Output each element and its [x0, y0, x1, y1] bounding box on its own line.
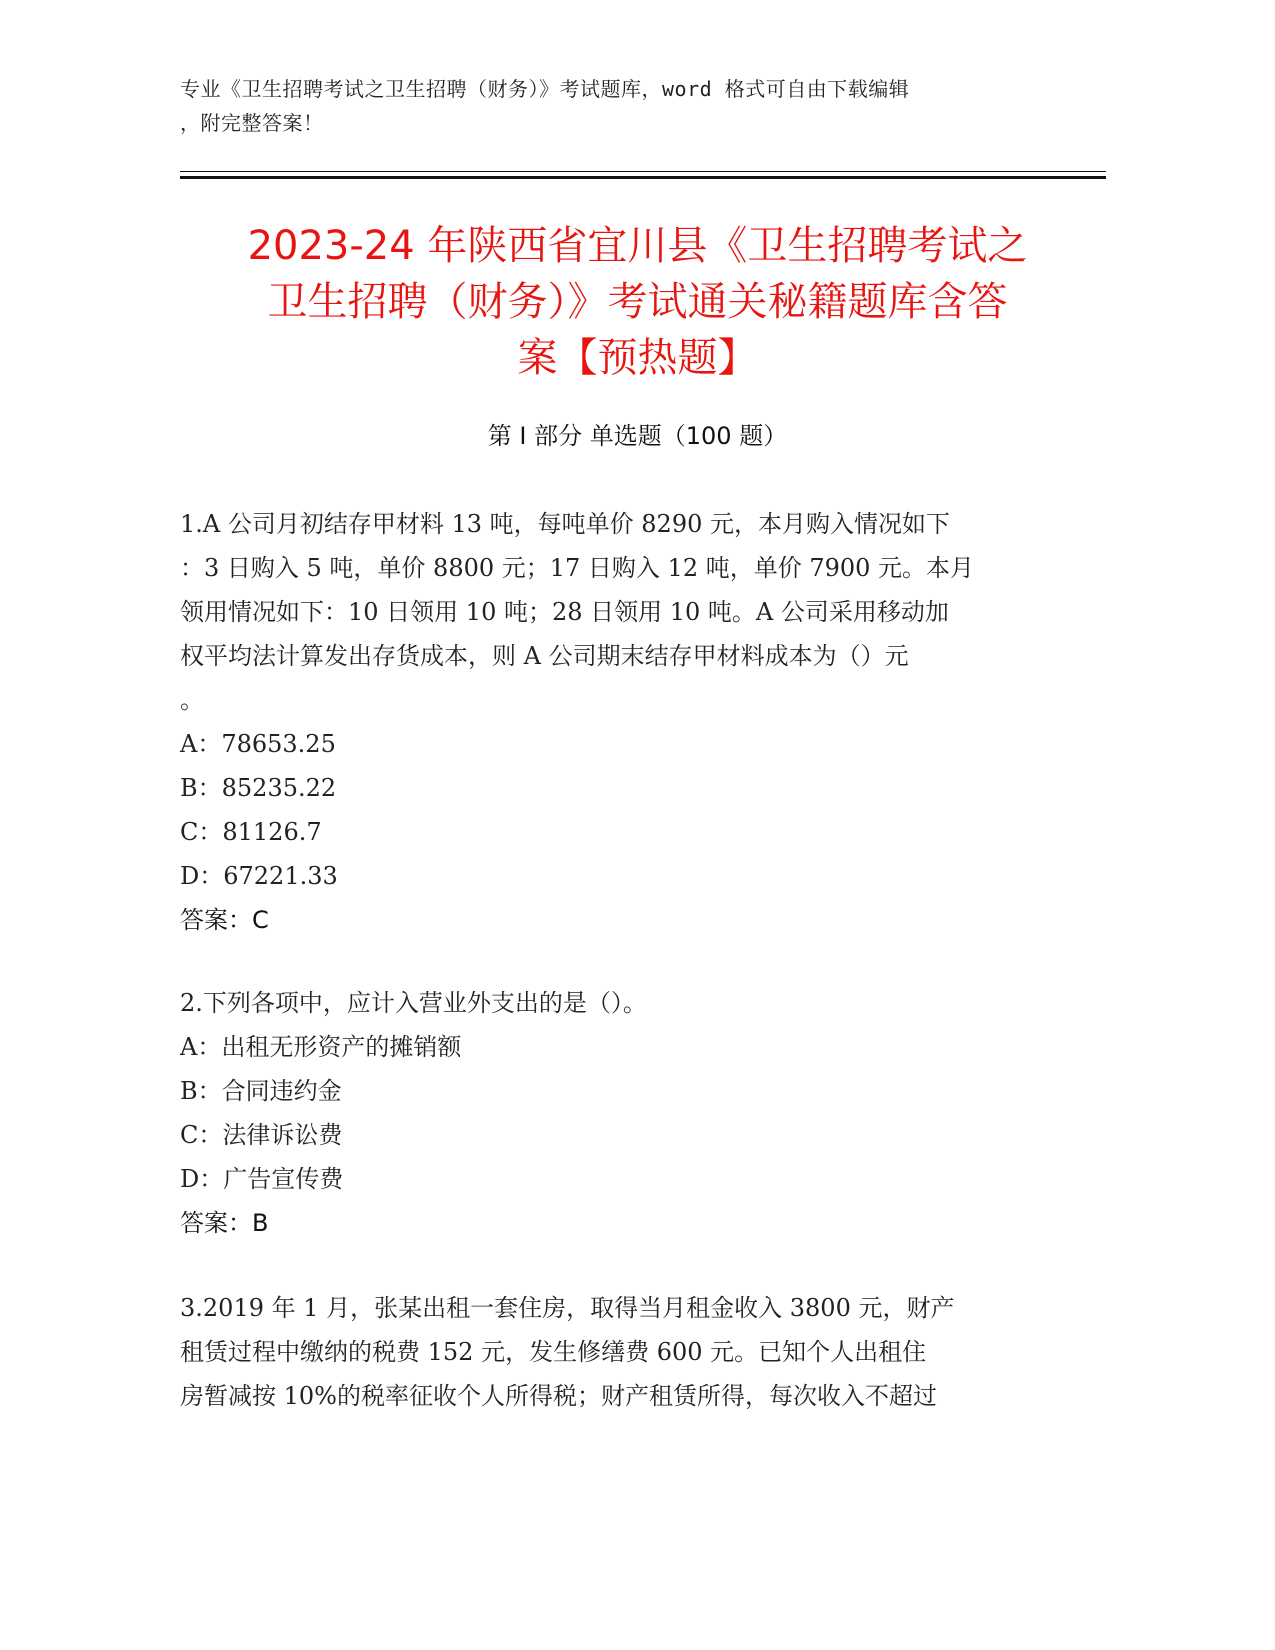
- title-line-3: 案【预热题】: [517, 335, 758, 381]
- question-1-option-a: A：78653.25: [180, 730, 336, 758]
- question-3-line-2: 租赁过程中缴纳的税费 152 元，发生修缮费 600 元。已知个人出租住: [180, 1338, 927, 1366]
- header-note-line-2: ，附完整答案！: [180, 111, 324, 135]
- header-divider-thick: [180, 176, 1106, 179]
- header-divider-thin: [180, 171, 1106, 172]
- question-2-answer: 答案：B: [180, 1209, 269, 1237]
- question-2-option-b: B：合同违约金: [180, 1077, 342, 1105]
- question-1-option-b: B：85235.22: [180, 774, 337, 802]
- section-heading: 第 I 部分 单选题（100 题）: [487, 422, 788, 450]
- question-2-line-1: 2.下列各项中，应计入营业外支出的是（）。: [180, 989, 647, 1017]
- header-note-line-1: 专业《卫生招聘考试之卫生招聘（财务）》考试题库，word 格式可自由下载编辑: [180, 77, 910, 101]
- question-1-line-3: 领用情况如下：10 日领用 10 吨；28 日领用 10 吨。A 公司采用移动加: [180, 598, 949, 626]
- question-3-line-1: 3.2019 年 1 月，张某出租一套住房，取得当月租金收入 3800 元，财产: [180, 1294, 955, 1322]
- question-2-option-c: C：法律诉讼费: [180, 1121, 343, 1149]
- question-3: [180, 1286, 1060, 1418]
- header-note: [180, 72, 1040, 140]
- question-1: [180, 502, 1060, 942]
- question-3-line-3: 房暂减按 10%的税率征收个人所得税；财产租赁所得，每次收入不超过: [180, 1382, 937, 1410]
- question-2-option-a: A：出租无形资产的摊销额: [180, 1033, 462, 1061]
- question-2: [180, 981, 1060, 1245]
- question-1-line-5: 。: [180, 686, 204, 714]
- question-1-option-c: C：81126.7: [180, 818, 322, 846]
- question-1-line-1: 1.A 公司月初结存甲材料 13 吨，每吨单价 8290 元，本月购入情况如下: [180, 510, 950, 538]
- document-title: [150, 218, 1125, 386]
- question-1-answer: 答案：C: [180, 906, 269, 934]
- title-line-2: 卫生招聘（财务）》考试通关秘籍题库含答: [267, 279, 1008, 325]
- question-1-option-d: D：67221.33: [180, 862, 338, 890]
- question-2-option-d: D：广告宣传费: [180, 1165, 344, 1193]
- title-line-1: 2023-24 年陕西省宜川县《卫生招聘考试之: [247, 223, 1028, 269]
- question-1-line-2: ：3 日购入 5 吨，单价 8800 元；17 日购入 12 吨，单价 7900 元。本月: [180, 554, 975, 582]
- question-1-line-4: 权平均法计算发出存货成本，则 A 公司期末结存甲材料成本为（）元: [180, 642, 909, 670]
